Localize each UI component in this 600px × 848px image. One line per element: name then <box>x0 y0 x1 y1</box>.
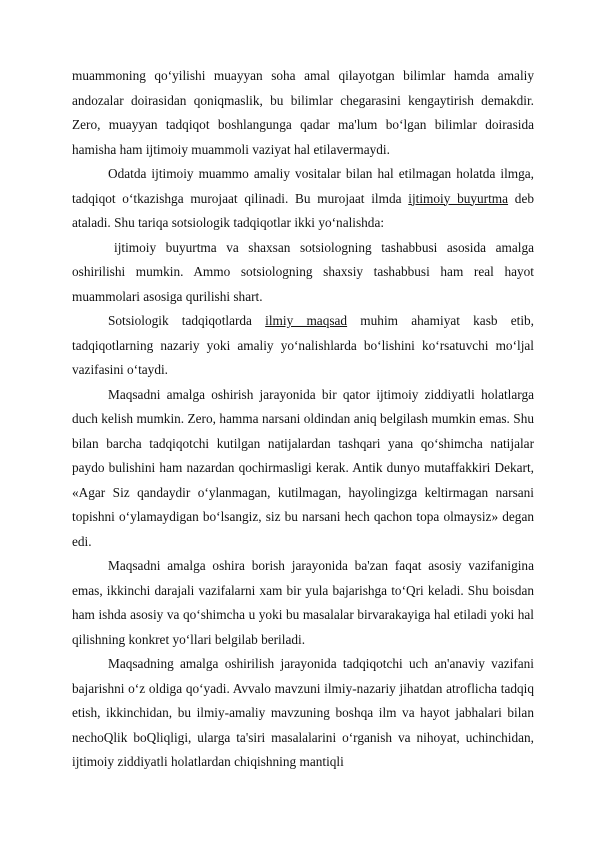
paragraph-text: Odatda ijtimoiy muammo amaliy vositalar bilan hal etilmagan holatda ilmga, tadqiqot o‘tkazishga murojaat qilinadi. Bu murojaat ilmda <box>72 166 534 206</box>
paragraph <box>72 309 534 383</box>
paragraph <box>72 162 534 236</box>
paragraph-text: deb ataladi. Shu tariqa sotsiologik tadqiqotlar ikki yo‘nalishda: <box>72 190 534 230</box>
paragraph-text: Maqsadni amalga oshirish jarayonida bir qator ijtimoiy ziddiyatli holatlarga duch kelish mumkin. Zero, hamma narsani oldindan aniq belgilash mumkin emas. Shu bilan barcha tadqiqotchi kutilgan natijalardan tashqari yana qo‘shimcha natijalar paydo bulishini ham nazardan qochirmasligi kerak. Antik dunyo mutaffakkiri Dekart, «Agar Siz qandaydir o‘ylanmagan, kutilmagan, hayolingizga keltirmagan narsani topishni o‘ylamaydigan bo‘lsangiz, siz bu narsani hech qachon topa olmaysiz» degan edi. <box>72 386 534 549</box>
paragraph <box>72 554 534 652</box>
paragraph-text: Maqsadni amalga oshira borish jarayonida ba'zan faqat asosiy vazifanigina emas, ikkinchi darajali vazifalarni xam bir yula bajarishga to‘Qri keladi. Shu boisdan ham ishda asosiy va qo‘shimcha u yoki bu masalalar birvarakayiga hal etiladi yoki hal qilishning konkret yo‘llari belgilab beriladi. <box>72 558 534 647</box>
paragraph <box>72 236 534 310</box>
paragraph-text: Sotsiologik tadqiqotlarda <box>108 313 266 328</box>
paragraph-text: ijtimoiy buyurtma va shaxsan sotsiologning tashabbusi asosida amalga oshirilishi mumkin. Ammo sotsiologning shaxsiy tashabbusi ham real hayot muammolari asosiga qurilishi shart. <box>72 239 534 304</box>
paragraph <box>72 64 534 162</box>
paragraph-text: Maqsadning amalga oshirilish jarayonida tadqiqotchi uch an'anaviy vazifani bajarishni o‘z oldiga qo‘yadi. Avvalo mavzuni ilmiy-nazariy jihatdan atroflicha tadqiq etish, ikkinchidan, bu ilmiy-amaliy mavzuning boshqa ilm va hayot jabhalari bilan nechoQlik boQliqligi, ularga ta'siri masalalarini o‘rganish va nihoyat, uchinchidan, ijtimoiy ziddiyatli holatlardan chiqishning mantiqli <box>72 656 534 769</box>
document-page <box>72 64 534 775</box>
underlined-term: ijtimoiy buyurtma <box>408 190 509 206</box>
paragraph <box>72 383 534 555</box>
paragraph <box>72 652 534 775</box>
paragraph-text: muammoning qo‘yilishi muayyan soha amal qilayotgan bilimlar hamda amaliy andozalar doirasidan qoniqmaslik, bu bilimlar chegarasini kengaytirish demakdir. Zero, muayyan tadqiqot boshlangunga qadar ma'lum bo‘lgan bilimlar doirasida hamisha ham ijtimoiy muammoli vaziyat hal etilavermaydi. <box>72 68 534 157</box>
underlined-term: ilmiy maqsad <box>265 313 348 328</box>
paragraph-text: muhim ahamiyat kasb etib, tadqiqotlarning nazariy yoki amaliy yo‘nalishlarda bo‘lishini ko‘rsatuvchi mo‘ljal vazifasini o‘taydi. <box>72 313 534 377</box>
